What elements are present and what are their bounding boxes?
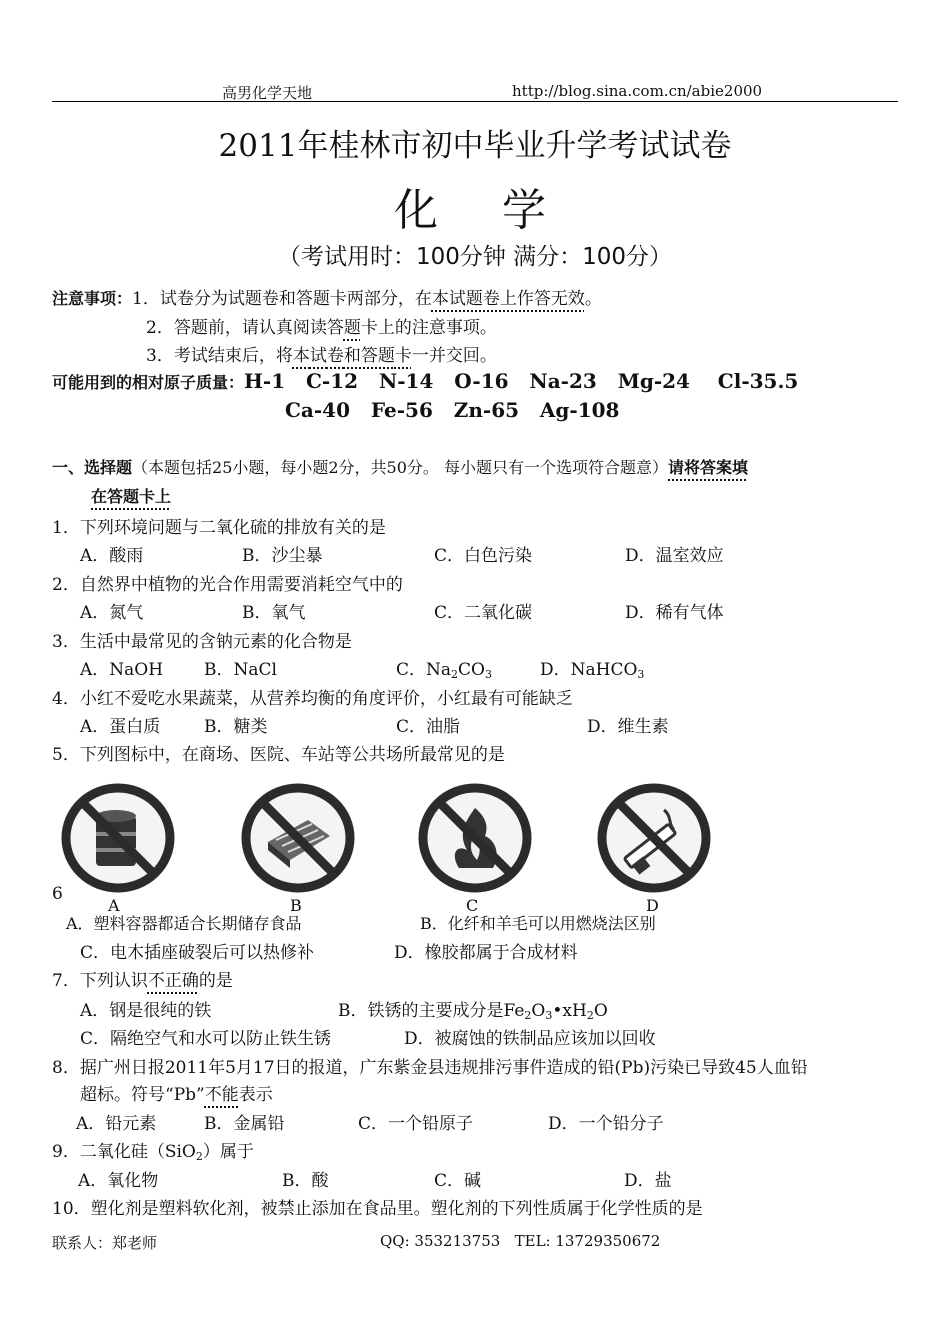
q4-option-b: B．糖类 <box>204 717 268 737</box>
section-1-instruction: 请将答案填 <box>668 458 749 477</box>
notes-item-1-emphasis: 本试题卷上作答无效 <box>431 289 585 309</box>
footer-contact: 联系人：郑老师 <box>52 1234 158 1252</box>
header-site-name: 高男化学天地 <box>222 84 313 102</box>
q9-option-a: A．氧化物 <box>78 1171 159 1191</box>
sign-d-label: D <box>646 896 659 915</box>
sign-a-no-barrels <box>58 780 178 896</box>
q3-option-c <box>396 655 492 680</box>
exam-title: 2011年桂林市初中毕业升学考试试卷 <box>218 128 732 164</box>
q6-option-c: C．电木插座破裂后可以热修补 <box>80 943 315 963</box>
sign-a-label: A <box>108 896 120 915</box>
q7-option-b-text-2: O <box>531 1001 546 1021</box>
q9-option-b: B．酸 <box>282 1171 329 1191</box>
notes-item-3-emphasis-2: 卷 <box>326 346 344 366</box>
q4-stem: 4．小红不爱吃水果蔬菜，从营养均衡的角度评价，小红最有可能缺乏 <box>52 689 573 709</box>
q7-stem-emphasis: 不正确 <box>147 971 199 991</box>
notes-line-1 <box>52 284 602 309</box>
q1-option-c: C．白色污染 <box>434 546 533 566</box>
q1-option-b: B．沙尘暴 <box>242 546 323 566</box>
q4-option-a: A．蛋白质 <box>80 717 161 737</box>
q1-option-d: D．温室效应 <box>625 546 724 566</box>
atomic-mass-values-1: H-1 C-12 N-14 O-16 Na-23 Mg-24 Cl-35.5 <box>244 369 799 393</box>
notes-item-3-emphasis-3: 卡 <box>394 346 412 366</box>
q2-option-a: A．氮气 <box>80 603 144 623</box>
q8-option-c: C．一个铅原子 <box>358 1114 474 1134</box>
no-fire-icon <box>415 780 535 896</box>
notes-item-3: 3．考试结束后，将 <box>146 346 293 366</box>
q2-option-b: B．氧气 <box>242 603 306 623</box>
q8-stem-line-1: 8．据广州日报2011年5月17日的报道，广东紫金县违规排污事件造成的铅(Pb)污染已导致45人血铅 <box>52 1058 808 1078</box>
q2-option-d: D．稀有气体 <box>625 603 724 623</box>
header-rule <box>52 101 898 102</box>
q9-stem-text: 9．二氧化硅（SiO <box>52 1142 196 1162</box>
q7-option-b <box>338 996 608 1021</box>
q6-option-a: A．塑料容器都适合长期储存食品 <box>66 914 302 933</box>
sign-b-no-matches <box>238 780 358 896</box>
q9-option-d: D．盐 <box>624 1171 672 1191</box>
q7-option-b-sub-1: 2 <box>524 1009 532 1022</box>
notes-item-1: 1．试卷分为试题卷和答题卡两部分，在 <box>132 289 432 309</box>
atomic-mass-line-1 <box>52 369 798 393</box>
section-1-description: （本题包括25小题，每小题2分，共50分。 每小题只有一个选项符合题意） <box>132 458 669 477</box>
q7-stem <box>52 966 233 991</box>
section-1-heading: 一、选择题 <box>52 458 133 477</box>
q10-stem: 10．塑化剂是塑料软化剂，被禁止添加在食品里。塑化剂的下列性质属于化学性质的是 <box>52 1199 703 1219</box>
q5-stem: 5．下列图标中，在商场、医院、车站等公共场所最常见的是 <box>52 745 505 765</box>
notes-label: 注意事项： <box>52 289 133 308</box>
section-1-instruction-2: 在答题卡上 <box>91 487 172 506</box>
q7-option-d: D．被腐蚀的铁制品应该加以回收 <box>404 1029 656 1049</box>
notes-item-2-emphasis: 题 <box>343 318 361 338</box>
q7-option-b-sub-3: 2 <box>586 1009 594 1022</box>
q7-option-b-text-4: O <box>593 1001 608 1021</box>
q8-stem-emphasis: 不能 <box>204 1085 239 1105</box>
notes-item-3-emphasis-1: 本 <box>292 346 310 366</box>
q3-option-d-sub: 3 <box>637 668 645 681</box>
notes-item-3-text-1: 试 <box>309 346 327 366</box>
atomic-mass-label: 可能用到的相对原子质量： <box>52 373 245 392</box>
sign-c-label: C <box>466 896 479 915</box>
q7-option-b-text-3: •xH <box>552 1001 587 1021</box>
q3-option-b: B．NaCl <box>204 660 277 680</box>
q7-stem-text: 7．下列认识 <box>52 971 148 991</box>
q3-option-a: A．NaOH <box>80 660 164 680</box>
sign-d-no-smoking <box>594 780 714 896</box>
no-smoking-icon <box>594 780 714 896</box>
q3-option-c-sub-2: 3 <box>484 668 492 681</box>
exam-duration: （考试用时：100分钟 满分：100分） <box>277 244 673 270</box>
notes-line-2 <box>146 313 497 338</box>
q2-option-c: C．二氧化碳 <box>434 603 533 623</box>
q8-stem-end: 表示 <box>238 1085 273 1105</box>
q6-option-d: D．橡胶都属于合成材料 <box>394 943 578 963</box>
q9-stem-sub: 2 <box>195 1150 203 1163</box>
q9-option-c: C．碱 <box>434 1171 482 1191</box>
notes-item-2: 2．答题前，请认真阅读答 <box>146 318 344 338</box>
q3-option-d-text: D．NaHCO <box>540 660 638 680</box>
no-barrels-icon <box>58 780 178 896</box>
q8-stem-line-2 <box>80 1080 273 1105</box>
q8-option-b: B．金属铅 <box>204 1114 285 1134</box>
q7-option-b-sub-2: 3 <box>545 1009 553 1022</box>
q1-stem: 1．下列环境问题与二氧化硫的排放有关的是 <box>52 518 386 538</box>
sign-c-no-fire <box>415 780 535 896</box>
q6-number: 6 <box>52 884 63 904</box>
q1-option-a: A．酸雨 <box>80 546 144 566</box>
sign-b-label: B <box>290 896 302 915</box>
subject-title: 化 学 <box>394 185 556 236</box>
q3-stem: 3．生活中最常见的含钠元素的化合物是 <box>52 632 352 652</box>
q8-option-d: D．一个铅分子 <box>548 1114 664 1134</box>
notes-item-3-text-2: 和答题 <box>343 346 395 366</box>
notes-item-3-end: 一并交回。 <box>411 346 497 366</box>
notes-item-1-end: 。 <box>584 289 602 309</box>
section-1-heading-line <box>52 455 748 478</box>
footer-phone: QQ: 353213753 TEL: 13729350672 <box>380 1232 661 1250</box>
q9-stem <box>52 1137 254 1162</box>
q4-option-c: C．油脂 <box>396 717 461 737</box>
notes-line-3 <box>146 341 497 366</box>
q3-option-c-sub-1: 2 <box>451 668 459 681</box>
q8-option-a: A．铅元素 <box>76 1114 157 1134</box>
q3-option-d <box>540 655 644 680</box>
no-matches-icon <box>238 780 358 896</box>
q9-stem-end: ）属于 <box>202 1142 254 1162</box>
header-url: http://blog.sina.com.cn/abie2000 <box>512 82 763 100</box>
notes-item-2-end: 卡上的注意事项。 <box>360 318 497 338</box>
q2-stem: 2．自然界中植物的光合作用需要消耗空气中的 <box>52 575 403 595</box>
atomic-mass-values-2: Ca-40 Fe-56 Zn-65 Ag-108 <box>285 398 620 422</box>
q6-option-b: B．化纤和羊毛可以用燃烧法区别 <box>420 914 656 933</box>
q7-option-b-text: B．铁锈的主要成分是Fe <box>338 1001 525 1021</box>
q8-stem-text: 超标。符号“Pb” <box>80 1085 205 1105</box>
q7-stem-end: 的是 <box>198 971 233 991</box>
q7-option-a: A．钢是很纯的铁 <box>80 1001 212 1021</box>
q3-option-c-text: C．Na <box>396 660 452 680</box>
q4-option-d: D．维生素 <box>587 717 669 737</box>
q3-option-c-text-2: CO <box>458 660 485 680</box>
q7-option-c: C．隔绝空气和水可以防止铁生锈 <box>80 1029 332 1049</box>
